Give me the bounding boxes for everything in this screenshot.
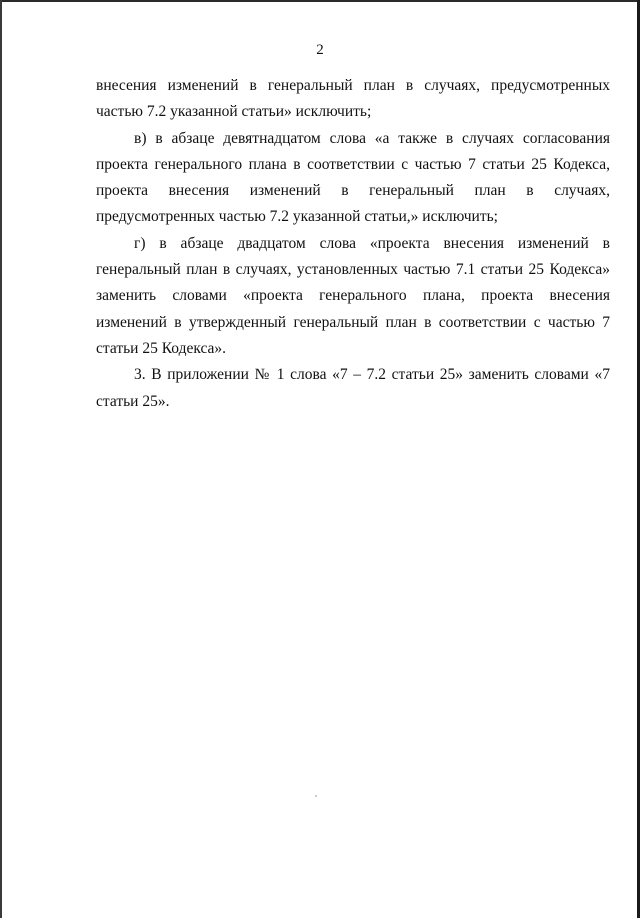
page-number: 2: [316, 42, 324, 58]
paragraph-item-v: в) в абзаце девятнадцатом слова «а также в случаях согласования проекта генерального плана в соответствии с частью 7 статьи 25 Кодекса, проекта внесения изменений в генеральный план в случаях, предусмотренных частью 7.2 указанной статьи,» исключить;: [96, 129, 610, 226]
paragraph-item-g: г) в абзаце двадцатом слова «проекта внесения изменений в генеральный план в случаях, установленных частью 7.1 статьи 25 Кодекса» заменить словами «проекта генерального плана, проекта внесения изменений в утвержденный генеральный план в соответствии с частью 7 статьи 25 Кодекса».: [96, 234, 610, 357]
document-body: [96, 73, 610, 415]
scan-speck: [315, 795, 317, 797]
scan-border-top: [0, 0, 640, 2]
scan-border-left: [0, 0, 2, 918]
paragraph-continuation: внесения изменений в генеральный план в случаях, предусмотренных частью 7.2 указанной статьи» исключить;: [96, 77, 610, 121]
paragraph-item-3: 3. В приложении № 1 слова «7 – 7.2 статьи 25» заменить словами «7 статьи 25».: [96, 366, 610, 410]
